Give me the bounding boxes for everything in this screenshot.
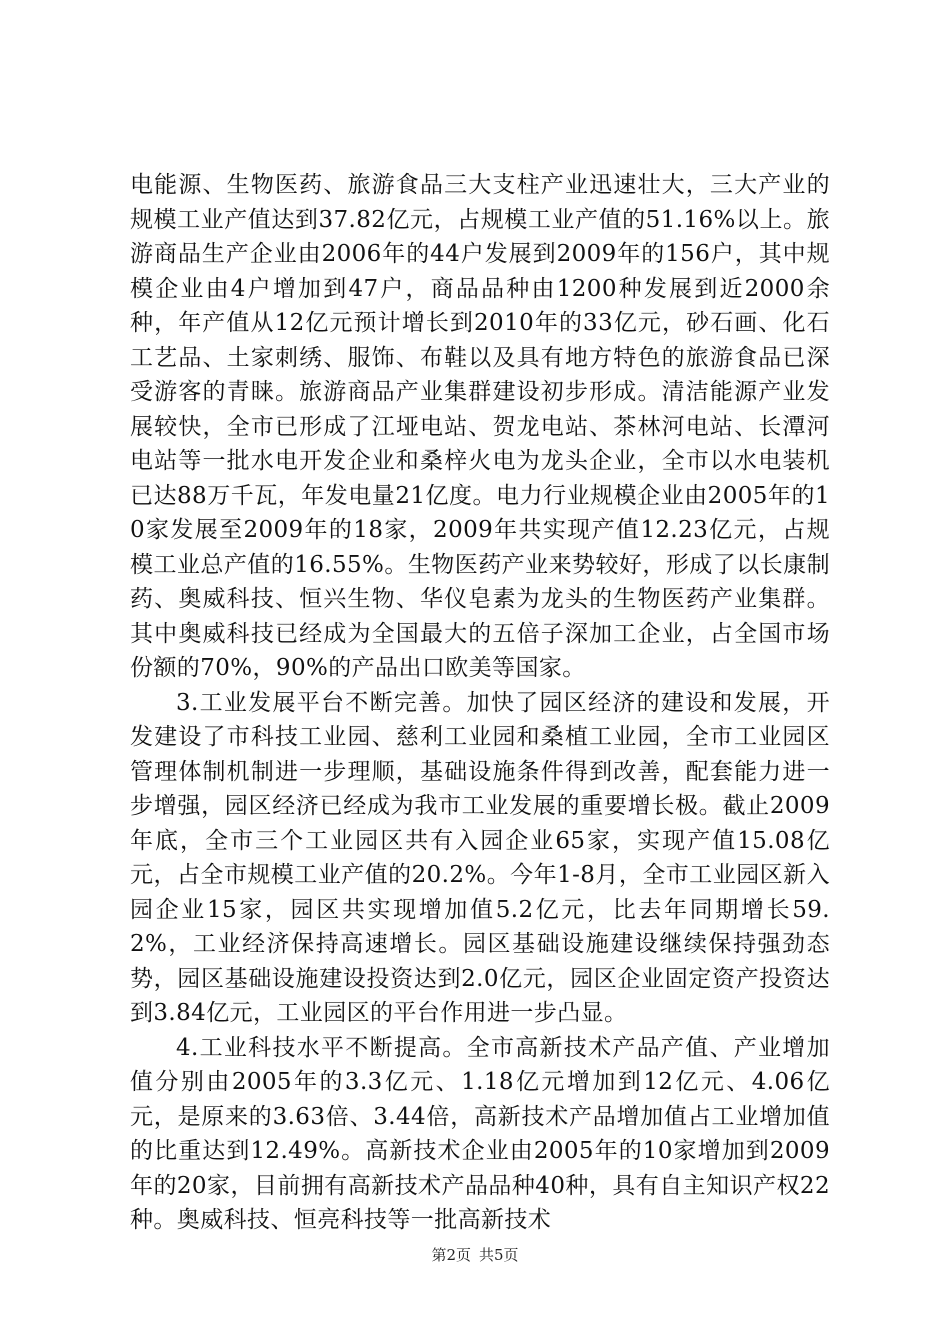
document-body — [130, 168, 830, 1238]
paragraph-technology-level: 4.工业科技水平不断提高。全市高新技术产品产值、产业增加值分别由2005年的3.3亿元、1.18亿元增加到12亿元、4.06亿元，是原来的3.63倍、3.44倍，高新技术产品增加值占工业增加值的比重达到12.49%。高新技术企业由2005年的10家增加到2009年的20家，目前拥有高新技术产品品种40种，具有自主知识产权22种。奥威科技、恒亮科技等一批高新技术 — [130, 1034, 830, 1233]
paragraph-industry-pillars: 电能源、生物医药、旅游食品三大支柱产业迅速壮大，三大产业的规模工业产值达到37.82亿元，占规模工业产值的51.16%以上。旅游商品生产企业由2006年的44户发展到2009年的156户，其中规模企业由4户增加到47户，商品品种由1200种发展到近2000余种，年产值从12亿元预计增长到2010年的33亿元，砂石画、化石工艺品、土家刺绣、服饰、布鞋以及具有地方特色的旅游食品已深受游客的青睐。旅游商品产业集群建设初步形成。清洁能源产业发展较快，全市已形成了江垭电站、贺龙电站、茶林河电站、长潭河电站等一批水电开发企业和桑梓火电为龙头企业，全市以水电装机已达88万千瓦，年发电量21亿度。电力行业规模企业由2005年的10家发展至2009年的18家，2009年共实现产值12.23亿元，占规模工业总产值的16.55%。生物医药产业来势较好，形成了以长康制药、奥威科技、恒兴生物、华仪皂素为龙头的生物医药产业集群。其中奥威科技已经成为全国最大的五倍子深加工企业，占全国市场份额的70%，90%的产品出口欧美等国家。 — [130, 172, 830, 681]
page-number: 第2页 — [431, 1246, 471, 1264]
page-total: 共5页 — [479, 1246, 519, 1264]
paragraph-industrial-parks: 3.工业发展平台不断完善。加快了园区经济的建设和发展，开发建设了市科技工业园、慈利工业园和桑植工业园，全市工业园区管理体制机制进一步理顺，基础设施条件得到改善，配套能力进一步增强，园区经济已经成为我市工业发展的重要增长极。截止2009年底，全市三个工业园区共有入园企业65家，实现产值15.08亿元，占全市规模工业产值的20.2%。今年1-8月，全市工业园区新入园企业15家，园区共实现增加值5.2亿元，比去年同期增长59.2%，工业经济保持高速增长。园区基础设施建设继续保持强劲态势，园区基础设施建设投资达到2.0亿元，园区企业固定资产投资达到3.84亿元，工业园区的平台作用进一步凸显。 — [130, 689, 830, 1026]
page-footer — [0, 1245, 950, 1265]
